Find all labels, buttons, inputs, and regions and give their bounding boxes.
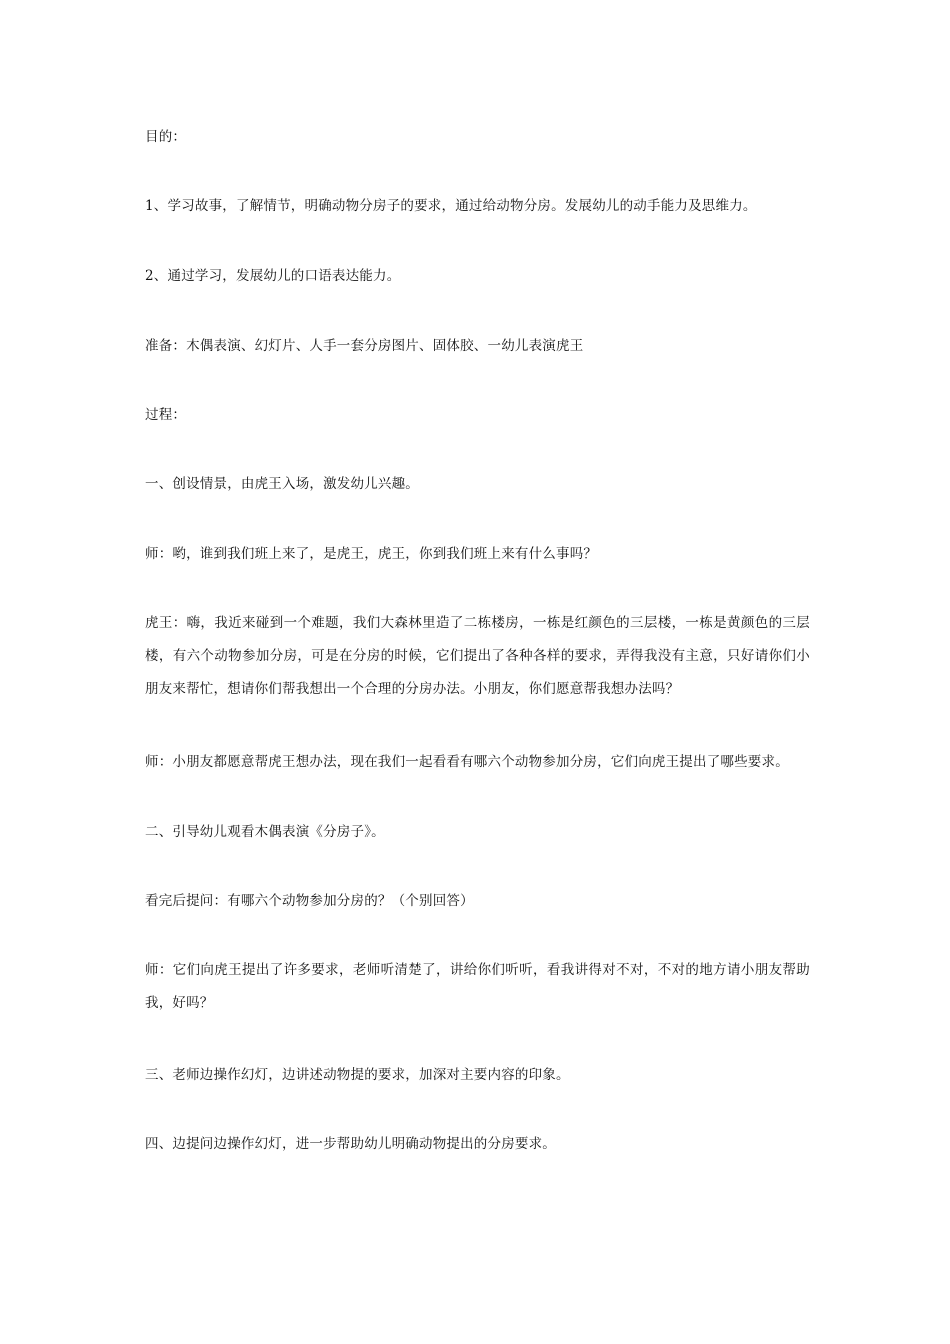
teacher-line-1: 师：哟，谁到我们班上来了，是虎王，虎王，你到我们班上来有什么事吗？ xyxy=(145,546,598,562)
process-step-1: 一、创设情景，由虎王入场，激发幼儿兴趣。 xyxy=(145,476,419,492)
heading-process: 过程： xyxy=(145,407,187,423)
teacher-line-2: 师：小朋友都愿意帮虎王想办法，现在我们一起看看有哪六个动物参加分房，它们向虎王提出了哪些要求。 xyxy=(145,754,789,770)
objective-item-2: 2、通过学习，发展幼儿的口语表达能力。 xyxy=(145,268,401,284)
heading-objective: 目的： xyxy=(145,129,187,145)
objective-item-1: 1、学习故事，了解情节，明确动物分房子的要求，通过给动物分房。发展幼儿的动手能力及思维力。 xyxy=(145,198,757,214)
preparation-paragraph: 准备：木偶表演、幻灯片、人手一套分房图片、固体胶、一幼儿表演虎王 xyxy=(145,338,584,354)
tiger-king-line: 虎王：嗨，我近来碰到一个难题，我们大森林里造了二栋楼房，一栋是红颜色的三层楼，一栋是黄颜色的三层楼，有六个动物参加分房，可是在分房的时候，它们提出了各种各样的要求，弄得我没有主意，只好请你们小朋友来帮忙，想请你们帮我想出一个合理的分房办法。小朋友，你们愿意帮我想办法吗？ xyxy=(145,615,810,697)
process-step-3: 三、老师边操作幻灯，边讲述动物提的要求，加深对主要内容的印象。 xyxy=(145,1067,570,1083)
teacher-line-3: 师：它们向虎王提出了许多要求，老师听清楚了，讲给你们听听，看我讲得对不对，不对的地方请小朋友帮助我，好吗？ xyxy=(145,962,810,1011)
process-step-2: 二、引导幼儿观看木偶表演《分房子》。 xyxy=(145,824,385,840)
process-step-4: 四、边提问边操作幻灯，进一步帮助幼儿明确动物提出的分房要求。 xyxy=(145,1136,556,1152)
question-line: 看完后提问：有哪六个动物参加分房的？（个别回答） xyxy=(145,893,474,909)
